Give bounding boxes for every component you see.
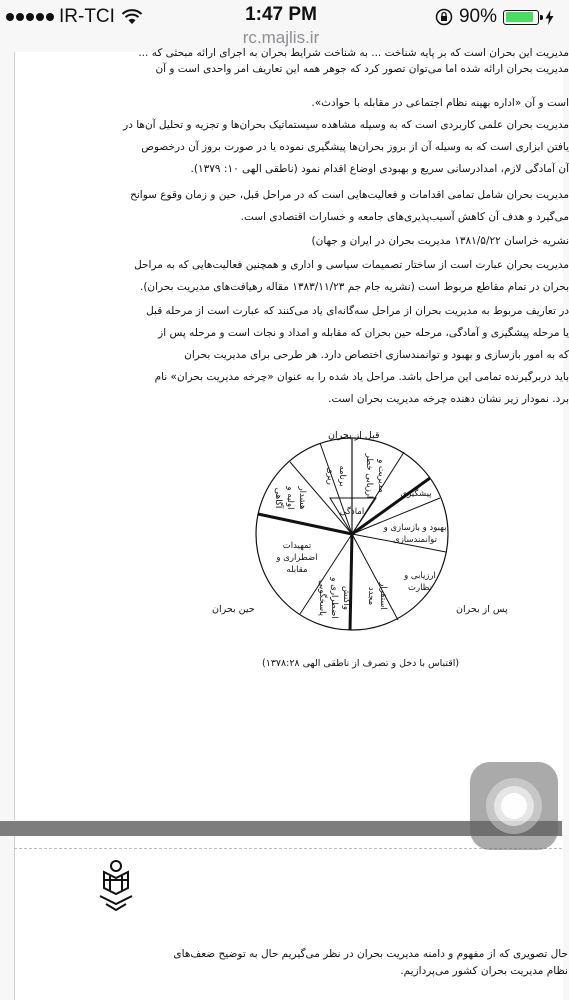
paragraph-line: حال تصویری که از مفهوم و دامنه مدیریت بحران در نظر می‌گیریم حال به توضیح ضعف‌های bbox=[173, 948, 568, 960]
paragraph: مدیریت بحران عبارت است از ساختار تصمیمات سیاسی و اداری و همچنین فعالیت‌هایی که به مراحل bbox=[134, 259, 569, 271]
paragraph bbox=[8, 946, 568, 980]
segment-risk-management: مدیریت و ارزیابی خطر bbox=[364, 453, 386, 499]
paragraph: مدیریت این بحران است که بر پایه شناخت ... به شناخت شرایط بحران به اجرای ارائه مبحثی که ... bbox=[138, 47, 569, 59]
clock: 1:47 PM bbox=[245, 4, 317, 25]
paragraph-line: نظام مدیریت بحران کشور می‌پردازیم. bbox=[400, 965, 568, 977]
assistive-touch-button[interactable] bbox=[470, 762, 558, 850]
segment-early-warning: هشدار اولیه و آگاهی bbox=[273, 486, 307, 510]
figure-caption: (اقتباس با دخل و تصرف از ناطقی الهی ۱۳۷۸:۲۸) bbox=[262, 658, 460, 669]
paragraph: در تعاریف مربوط به مدیریت بحران از مراحل سه‌گانه‌ای یاد می‌کنند که عبارت است از مرحله قبل bbox=[146, 305, 569, 317]
paragraph: است و آن «اداره بهینه نظام اجتماعی در مقابله با حوادث». bbox=[311, 97, 569, 109]
url-domain[interactable]: rc.majlis.ir bbox=[242, 28, 320, 47]
paragraph: بحران در تمام مقاطع مربوط است (نشریه جام جم ۱۳۸۳/۱۱/۲۳ مقاله رهیافت‌های مدیریت بحران). bbox=[139, 281, 569, 293]
battery-percentage: 90% bbox=[458, 6, 497, 27]
segment-preparedness: امادگی bbox=[339, 507, 365, 517]
segment-emergency-measures: تمهیدات اضطراری و مقابله bbox=[276, 541, 318, 575]
paragraph: مدیریت بحران ارائه شده اما می‌توان تصور کرد که جوهر همه این تعاریف امر واحدی است و آن bbox=[155, 63, 569, 75]
paragraph: یا مرحله پیشگیری و آمادگی، مرحله حین بحران که مقابله و امداد و نجات است و مرحله پس از bbox=[158, 327, 569, 339]
segment-assessment: ارزیابی و نظارت bbox=[404, 571, 436, 593]
paragraph: برد. نمودار زیر نشان دهنده چرخه مدیریت بحران است. bbox=[328, 393, 569, 405]
paragraph: مدیریت بحران شامل تمامی اقدامات و فعالیت‌هایی است که در مراحل قبل، حین و زمان وقوع سوانح bbox=[130, 189, 569, 201]
paragraph: می‌گیرد و هدف آن کاهش آسیب‌پذیری‌های جامعه و خسارات اقتصادی است. bbox=[240, 211, 569, 223]
segment-emergency-response: واکنش اضطراری و پاسخگویی bbox=[317, 577, 351, 619]
paragraph: که به امور بازسازی و بهبود و توانمندسازی اختصاص دارد. هر طرحی برای مدیریت بحران bbox=[184, 349, 569, 361]
paragraph: مدیریت بحران علمی کاربردی است که به وسیله مشاهده سیستماتیک بحران‌ها و تجزیه و تحلیل آن‌ها در bbox=[123, 119, 569, 131]
label-after-crisis: پس از بحران bbox=[456, 604, 508, 615]
paragraph: آن آمادگی لازم، امدادرسانی سریع و بهبودی اوضاع اقدام نمود (ناطقی الهی ۱۰: ۱۳۷۹). bbox=[190, 163, 569, 175]
segment-prevention: پیشگیری bbox=[400, 489, 432, 499]
header-divider bbox=[14, 848, 562, 849]
parliament-logo-icon bbox=[96, 858, 136, 910]
carrier-name: IR-TCI bbox=[59, 6, 115, 27]
paragraph: یافتن ابزاری است که به وسیله آن از بروز بحران‌ها پیشگیری نموده یا در صورت بروز آن درخصوص bbox=[141, 141, 569, 153]
segment-planning: برنامه ریزی bbox=[325, 465, 347, 487]
segment-resettlement: استقرار مجدد bbox=[366, 582, 388, 610]
label-during-crisis: حین بحران bbox=[212, 604, 255, 615]
label-before-crisis: قبل از بحران bbox=[328, 430, 380, 441]
paragraph: باید دربرگیرنده تمامی این مراحل باشد. مراحل یاد شده را به عنوان «چرخه مدیریت بحران» نام bbox=[154, 371, 569, 383]
paragraph: نشریه خراسان ۱۳۸۱/۵/۲۲ مدیریت بحران در ایران و جهان) bbox=[311, 235, 569, 247]
segment-recovery: بهبود و بازسازی و توانمندسازی bbox=[383, 523, 447, 545]
